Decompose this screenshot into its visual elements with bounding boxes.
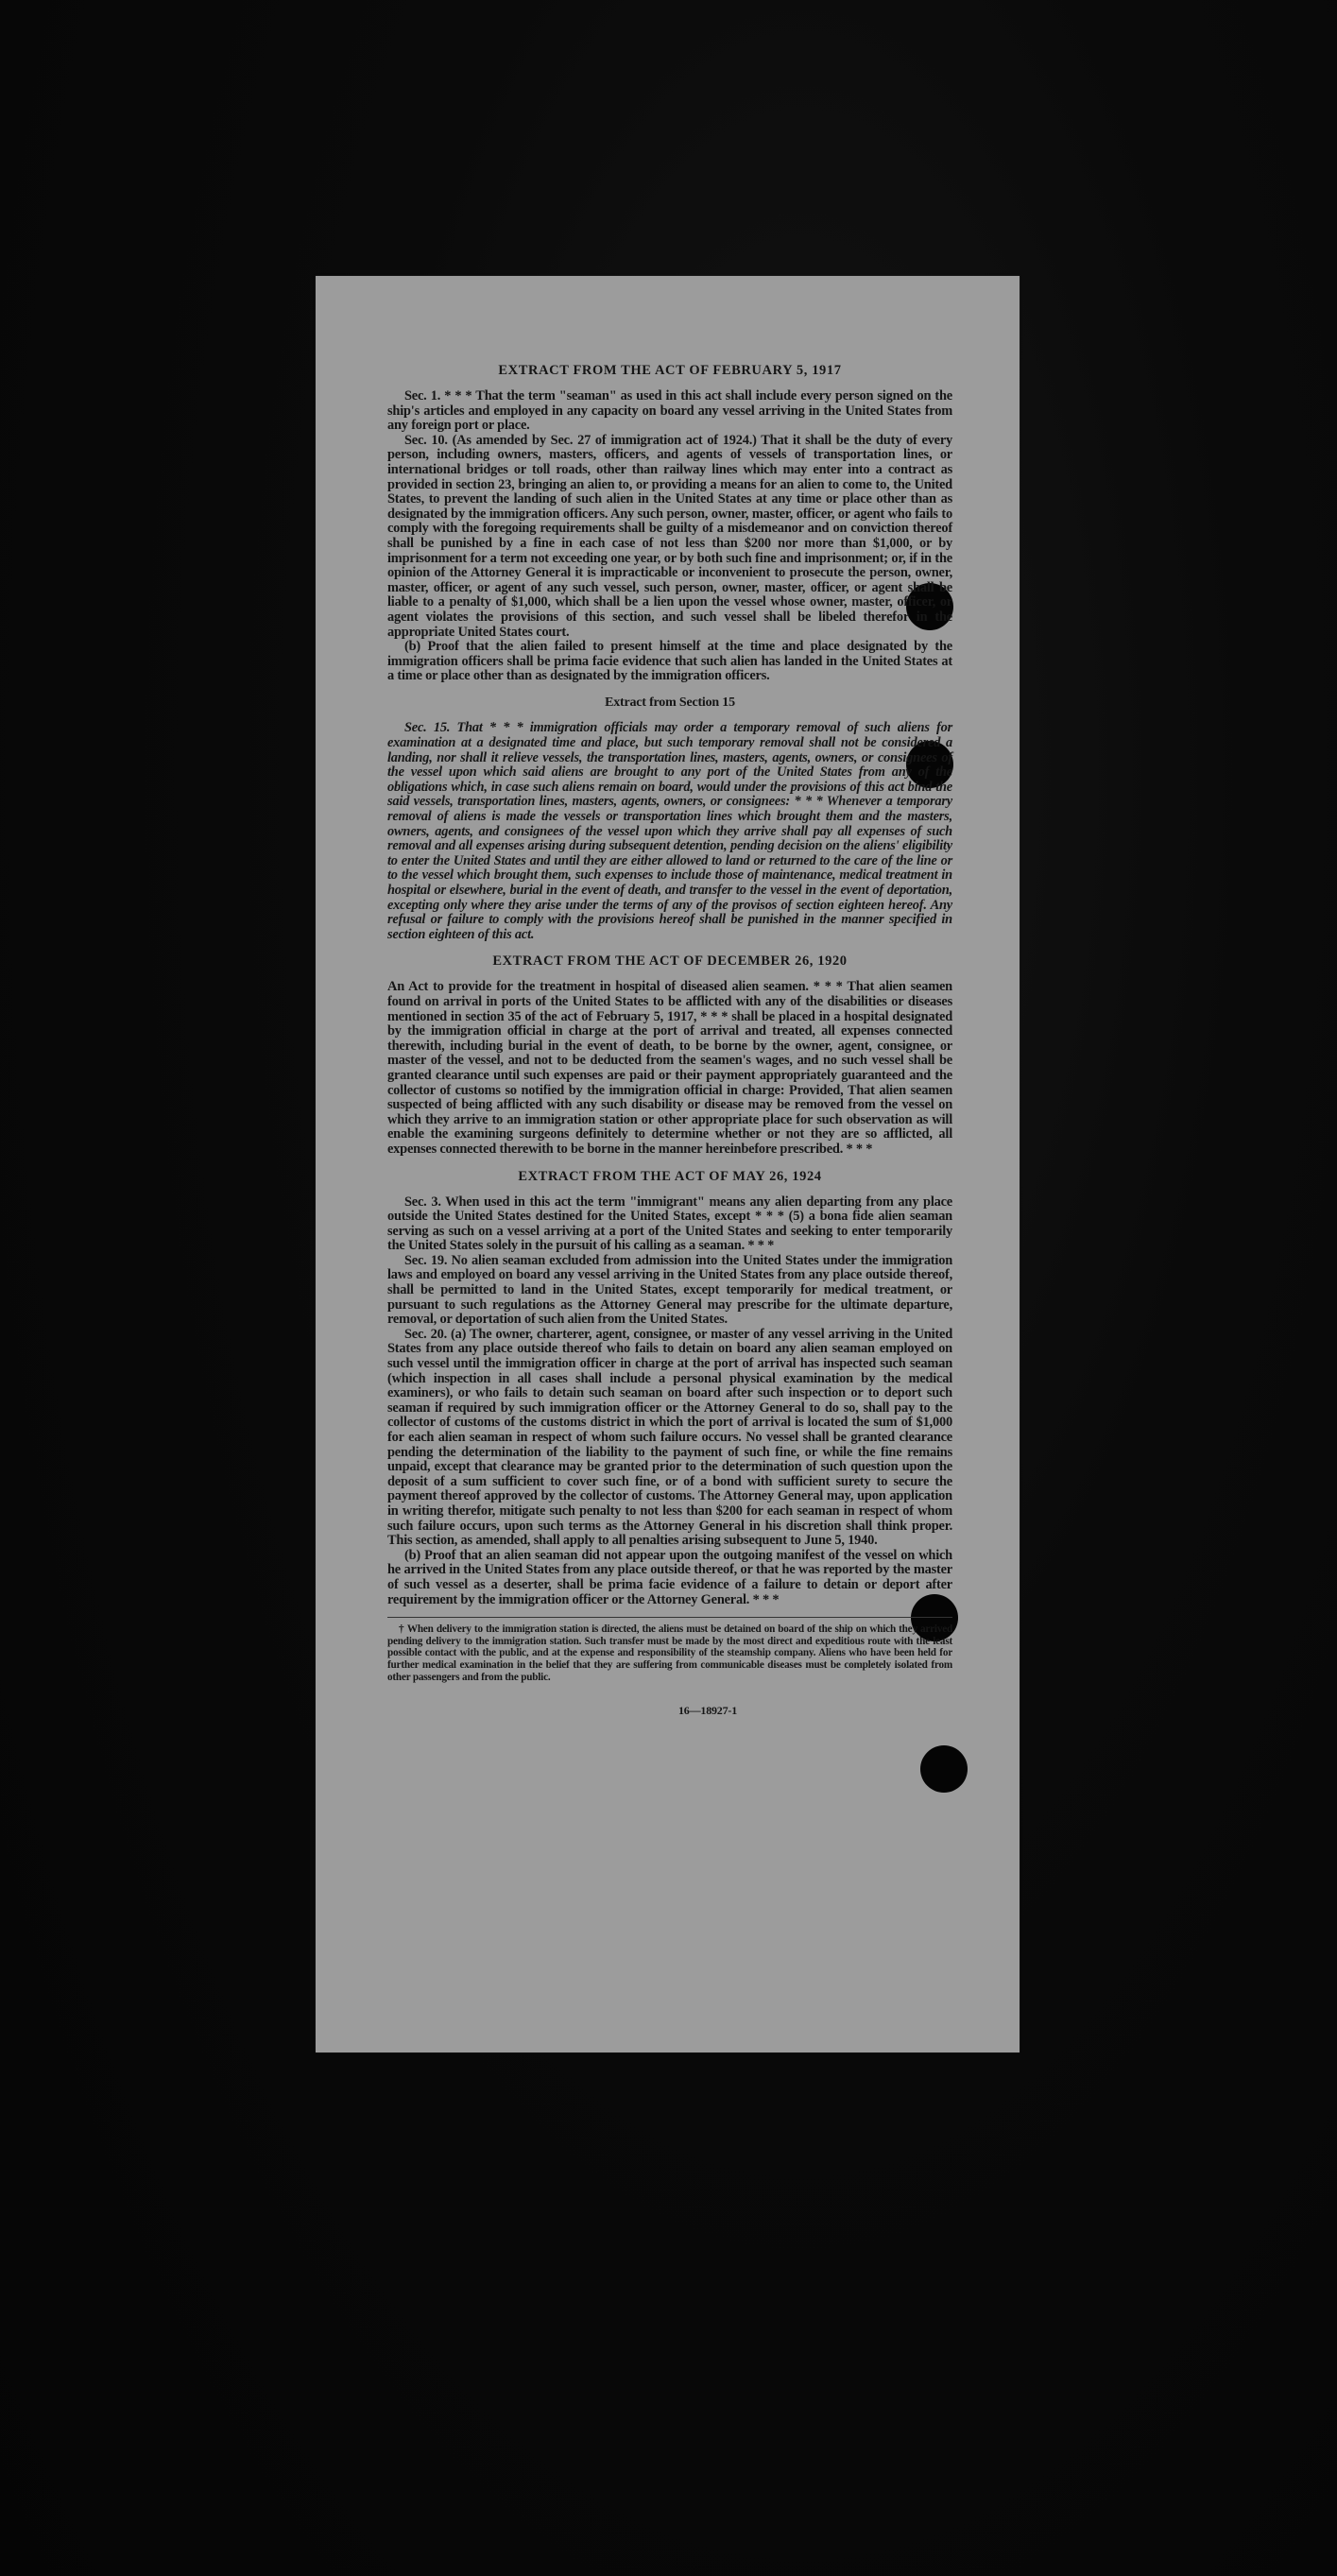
document-text bbox=[387, 361, 952, 1719]
paragraph: Sec. 15. That * * * immigration officials may order a temporary removal of such aliens for examination at a designated time and place, but such temporary removal shall not be considered a landing, nor shall it relieve vessels, the transportation lines, masters, agents, owners, or consignees of the vessel upon which said aliens are brought to any port of the United States from any of the obligations which, in case such aliens remain on board, would under the provisions of this act bind the said vessels, transportation lines, masters, agents, owners, or consignees: * * * Whenever a temporary removal of aliens is made the vessels or transportation lines which brought them and the masters, owners, agents, and consignees of the vessel upon which they arrive shall pay all expenses of such removal and all expenses arising during subsequent detention, pending decision on the aliens' eligibility to enter the United States and until they are either allowed to land or returned to the care of the line or to the vessel which brought them, such expenses to include those of maintenance, medical treatment in hospital or elsewhere, burial in the event of death, and transfer to the vessel in the event of deportation, excepting only where they arise under the terms of any of the provisos of section eighteen hereof. Any refusal or failure to comply with the provisions hereof shall be punished in the manner specified in section eighteen of this act. bbox=[387, 720, 952, 942]
document-page bbox=[316, 276, 1020, 2052]
paragraph: Sec. 10. (As amended by Sec. 27 of immigration act of 1924.) That it shall be the duty of every person, including owners, masters, officers, and agents of vessels of transportation lines, or international bridges or toll roads, other than railway lines which may enter into a contract as provided in section 23, bringing an alien to, or providing a means for an alien to come to, the United States, to prevent the landing of such alien in the United States at any time or place other than as designated by the immigration officers. Any such person, owner, master, officer, or agent who fails to comply with the foregoing requirements shall be guilty of a misdemeanor and on conviction thereof shall be punished by a fine in each case of not less than $200 nor more than $1,000, or by imprisonment for a term not exceeding one year, or by both such fine and imprisonment; or, if in the opinion of the Attorney General it is impracticable or inconvenient to prosecute the person, owner, master, officer, or agent of any such vessel, such person, owner, master, officer, or agent shall be liable to a penalty of $1,000, which shall be a lien upon the vessel whose owner, master, officer, or agent violates the provisions of this section, and such vessel shall be libeled therefor in the appropriate United States court. bbox=[387, 432, 952, 640]
paragraph: Sec. 3. When used in this act the term "immigrant" means any alien departing from any place outside the United States destined for the United States, except * * * (5) a bona fide alien seaman serving as such on a vessel arriving at a port of the United States and seeking to enter temporarily the United States solely in the pursuit of his calling as a seaman. * * * bbox=[387, 1194, 952, 1254]
paragraph: An Act to provide for the treatment in hospital of diseased alien seamen. * * * That alien seamen found on arrival in ports of the United States to be afflicted with any of the disabilities or diseases mentioned in section 35 of the act of February 5, 1917, * * * shall be placed in a hospital designated by the immigration official in charge at the port of arrival and treated, all expenses connected therewith, including burial in the event of death, to be borne by the owner, agent, consignee, or master of the vessel, and not to be deducted from the seamen's wages, and no such vessel shall be granted clearance until such expenses are paid or their payment appropriately guaranteed and the collector of customs so notified by the immigration official in charge: Provided, That alien seamen suspected of being afflicted with any such disability or disease may be removed from the vessel on which they arrive to an immigration station or other appropriate place for such observation as will enable the examining surgeons definitely to determine whether or not they are so afflicted, all expenses connected therewith to be borne in the manner hereinbefore prescribed. * * * bbox=[387, 979, 952, 1157]
section-heading: EXTRACT FROM THE ACT OF MAY 26, 1924 bbox=[518, 1168, 822, 1184]
paragraph: Sec. 1. * * * That the term "seaman" as used in this act shall include every person signed on the ship's articles and employed in any capacity on board any vessel arriving in the United States from any foreign port or place. bbox=[387, 388, 952, 434]
section-heading: EXTRACT FROM THE ACT OF DECEMBER 26, 1920 bbox=[492, 953, 848, 970]
section-heading: EXTRACT FROM THE ACT OF FEBRUARY 5, 1917 bbox=[498, 363, 842, 378]
form-code: 16—18927-1 bbox=[678, 1704, 737, 1718]
section-subheading: Extract from Section 15 bbox=[605, 695, 735, 710]
paragraph: (b) Proof that an alien seaman did not appear upon the outgoing manifest of the vessel on which he arrived in the United States from any place outside thereof, or that he was reported by the master of such vessel as a deserter, shall be prima facie evidence of a failure to detain or deport after requirement by the immigration officer or the Attorney General. * * * bbox=[387, 1547, 952, 1607]
paragraph: (b) Proof that the alien failed to present himself at the time and place designated by the immigration officers shall be prima facie evidence that such alien has landed in the United States at a time or place other than as designated by the immigration officers. bbox=[387, 639, 952, 684]
paragraph: Sec. 19. No alien seaman excluded from admission into the United States under the immigration laws and employed on board any vessel arriving in the United States from any place outside thereof, shall be permitted to land in the United States, except temporarily for medical treatment, or pursuant to such regulations as the Attorney General may prescribe for the ultimate departure, removal, or deportation of such alien from the United States. bbox=[387, 1252, 952, 1328]
punch-hole bbox=[920, 1745, 968, 1793]
paragraph: Sec. 20. (a) The owner, charterer, agent, consignee, or master of any vessel arriving in the United States from any place outside thereof who fails to detain on board any alien seaman employed on such vessel until the immigration officer in charge at the port of arrival has inspected such seaman (which inspection in all cases shall include a personal physical examination by the medical examiners), or who fails to detain such seaman on board after such inspection or to deport such seaman if required by such immigration officer or the Attorney General to do so, shall pay to the collector of customs of the customs district in which the port of arrival is located the sum of $1,000 for each alien seaman in respect of whom such failure occurs. No vessel shall be granted clearance pending the determination of the liability to the payment of such fine, or while the fine remains unpaid, except that clearance may be granted prior to the determination of such question upon the deposit of a sum sufficient to cover such fine, or of a bond with sufficient surety to secure the payment thereof approved by the collector of customs. The Attorney General may, upon application in writing therefor, mitigate such penalty to not less than $200 for each seaman in respect of whom such failure occurs, upon such terms as the Attorney General in his discretion shall think proper. This section, as amended, shall apply to all penalties arising subsequent to June 5, 1940. bbox=[387, 1326, 952, 1549]
footnote: † When delivery to the immigration station is directed, the aliens must be detained on board of the ship on which they arrived pending delivery to the immigration station. Such transfer must be made by the most direct and expeditious route with the least possible contact with the public, and at the expense and responsibility of the steamship company. Aliens who have been held for further medical examination in the belief that they are suffering from communicable diseases must be completely isolated from other passengers and from the public. bbox=[387, 1617, 952, 1683]
